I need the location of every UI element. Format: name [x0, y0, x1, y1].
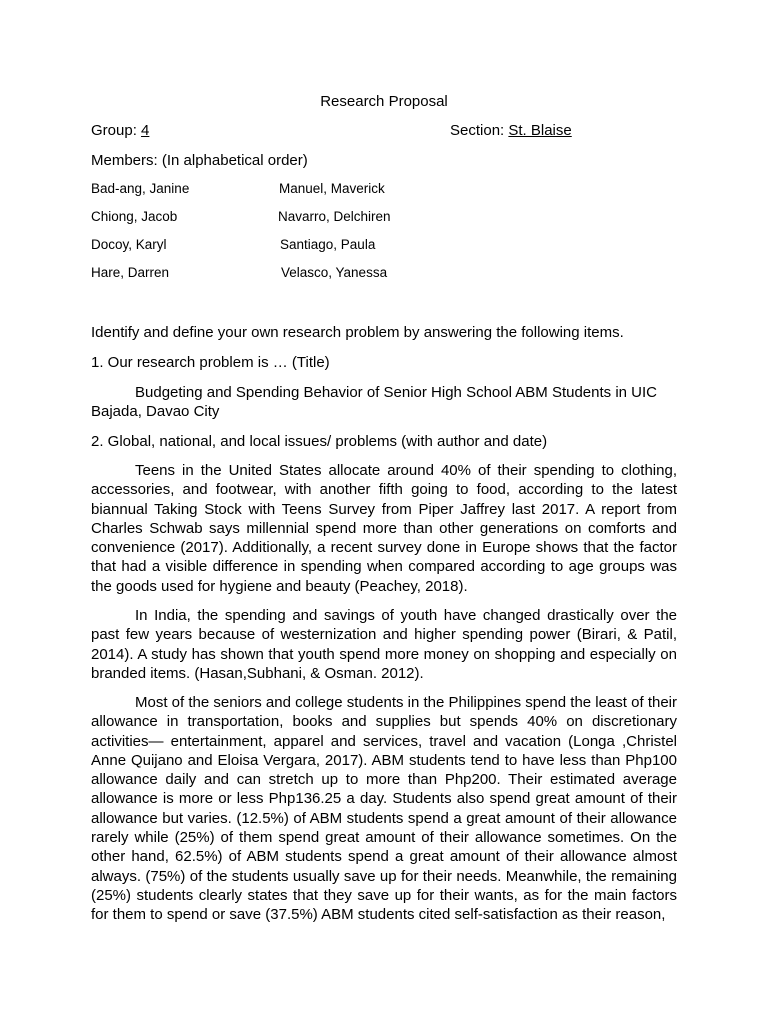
member-name: Santiago, Paula	[280, 237, 376, 252]
member-name: Manuel, Maverick	[279, 181, 385, 196]
instruction-text: Identify and define your own research problem by answering the following items.	[91, 324, 624, 341]
member-name: Navarro, Delchiren	[278, 209, 391, 224]
member-name: Velasco, Yanessa	[281, 265, 388, 280]
member-name: Hare, Darren	[91, 265, 170, 280]
group-field	[91, 122, 149, 139]
section-label: Section:	[450, 122, 505, 139]
section-value: St. Blaise	[508, 122, 572, 139]
group-label: Group:	[91, 122, 137, 139]
members-heading: Members: (In alphabetical order)	[91, 152, 308, 169]
group-value: 4	[141, 122, 150, 139]
item-2-heading: 2. Global, national, and local issues/ problems (with author and date)	[91, 433, 548, 450]
section-field	[450, 122, 572, 139]
body-paragraph: Teens in the United States allocate around 40% of their spending to clothing, accessories, and footwear, with another fifth going to food, according to the latest biannual Taking Stock with Teens Survey from Piper Jaffrey last 2017. A report from Charles Schwab says millennial spend more than other generations on comforts and convenience (2017). Additionally, a recent survey done in Europe shows that the factor that had a visible difference in spending when compared according to age groups was the goods used for hygiene and beauty (Peachey, 2018).	[91, 462, 677, 595]
member-name: Docoy, Karyl	[91, 237, 167, 252]
item-1-heading: 1. Our research problem is … (Title)	[91, 354, 330, 371]
document-title: Research Proposal	[320, 93, 448, 110]
member-name: Chiong, Jacob	[91, 209, 178, 224]
research-title: Budgeting and Spending Behavior of Senior High School ABM Students in UIC Bajada, Davao City	[91, 384, 657, 421]
member-name: Bad-ang, Janine	[91, 181, 190, 196]
body-paragraph: Most of the seniors and college students in the Philippines spend the least of their allowance in transportation, books and supplies but spends 40% on discretionary activities— entertainment, apparel and services, travel and vacation (Longa ,Christel Anne Quijano and Eloisa Vergara, 2017). ABM students tend to have less than Php100 allowance daily and can stretch up to more than Php200. Their estimated average allowance is more or less Php136.25 a day. Students also spend great amount of their allowance but varies. (12.5%) of ABM students spend a great amount of their allowance rarely while (25%) of them spend great amount of their allowance sometimes. On the other hand, 62.5%) of ABM students spend a great amount of their allowance almost always. (75%) of the students usually save up for their needs. Meanwhile, the remaining (25%) students clearly states that they save up for their wants, as for the main factors for them to spend or save (37.5%) ABM students cited self-satisfaction as their reason,	[91, 694, 677, 924]
body-paragraph: In India, the spending and savings of youth have changed drastically over the past few years because of westernization and higher spending power (Birari, & Patil, 2014). A study has shown that youth spend more money on shopping and especially on branded items. (Hasan,Subhani, & Osman. 2012).	[91, 607, 677, 682]
